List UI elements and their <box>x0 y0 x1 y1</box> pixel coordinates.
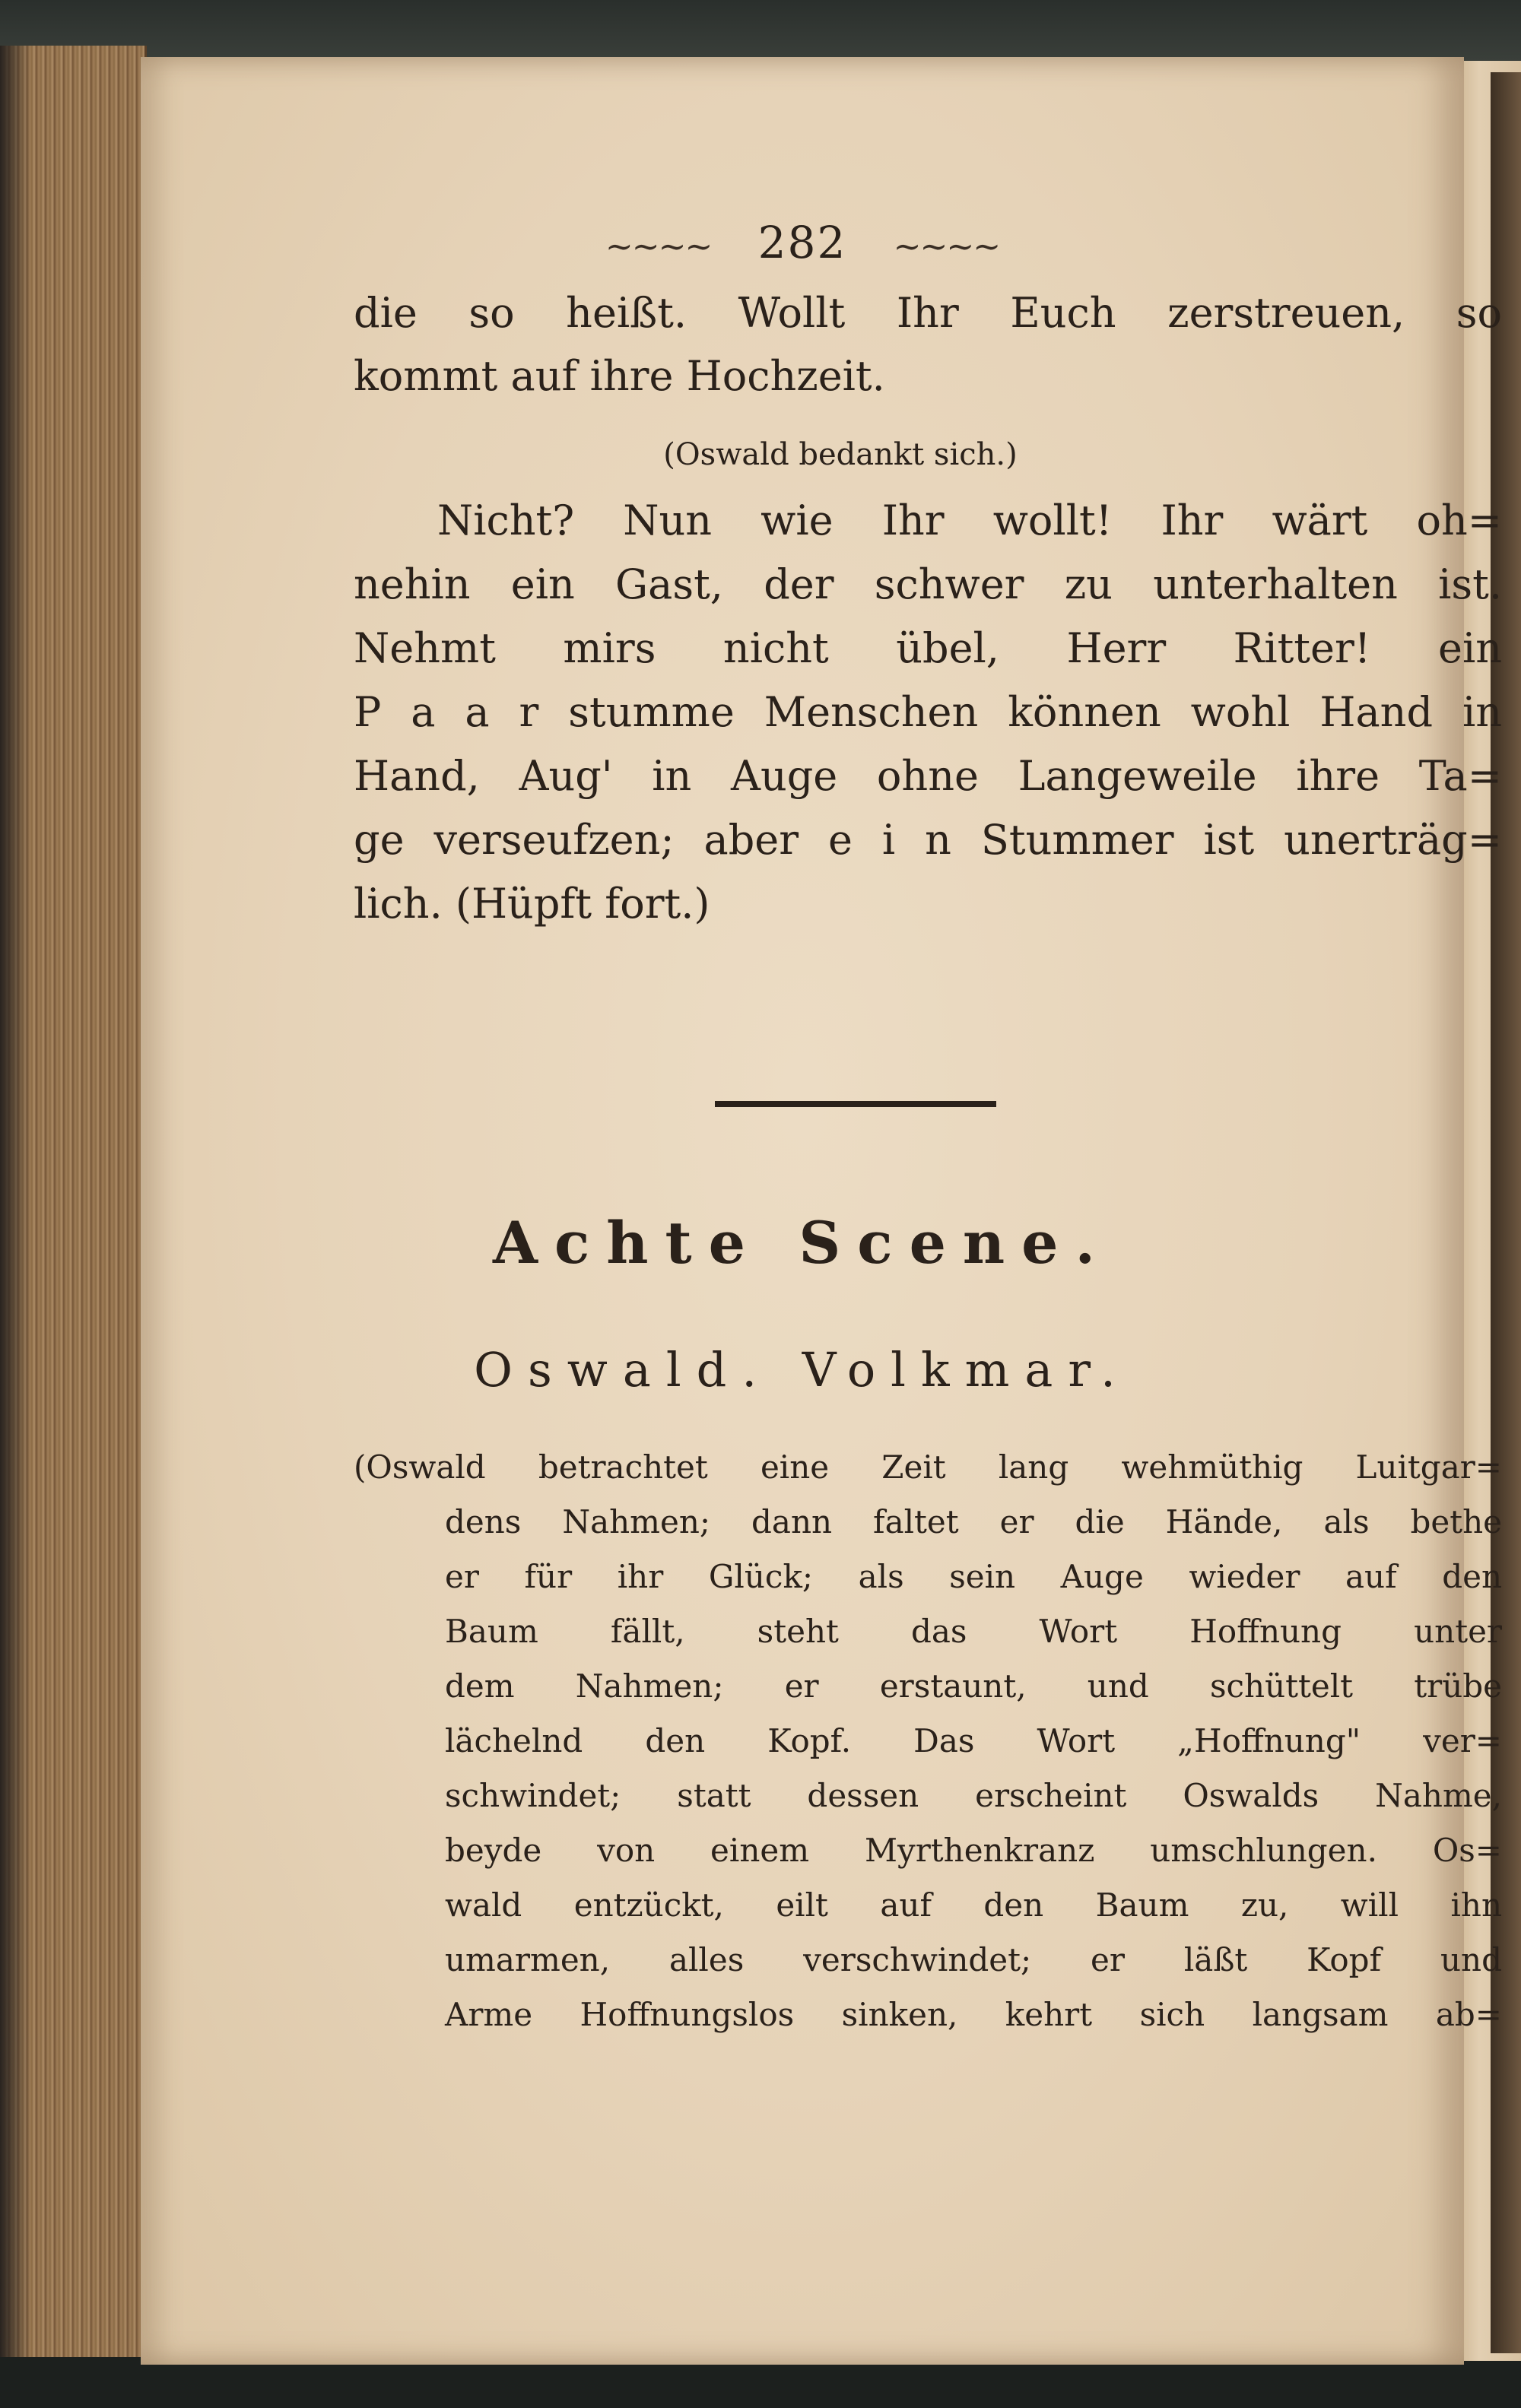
scene-divider <box>715 1101 996 1107</box>
body-line-8: ge verseufzen; aber e i n Stummer ist unerträg= <box>354 816 1502 864</box>
direction-line-4: Baum fällt, steht das Wort Hoffnung unter <box>445 1613 1502 1650</box>
page-header <box>141 217 1464 268</box>
direction-line-9: wald entzückt, eilt auf den Baum zu, will ihn <box>445 1886 1502 1924</box>
book-page <box>141 57 1502 2365</box>
body-line-3: Nicht? Nun wie Ihr wollt! Ihr wärt oh= <box>437 497 1502 544</box>
body-line-7: Hand, Aug' in Auge ohne Langeweile ihre Ta= <box>354 752 1502 800</box>
body-line-6: P a a r stumme Menschen können wohl Hand in <box>354 688 1502 736</box>
scene-characters: Oswald. Volkmar. <box>474 1342 1131 1398</box>
scan-background-top <box>0 0 1521 61</box>
body-line-5: Nehmt mirs nicht übel, Herr Ritter! ein <box>354 624 1502 672</box>
direction-line-3: er für ihr Glück; als sein Auge wieder auf den <box>445 1558 1502 1595</box>
direction-line-11: Arme Hoffnungslos sinken, kehrt sich langsam ab= <box>445 1996 1502 2033</box>
direction-line-1: (Oswald betrachtet eine Zeit lang wehmüthig Luitgar= <box>354 1448 1502 1486</box>
direction-line-6: lächelnd den Kopf. Das Wort „Hoffnung" ver= <box>445 1722 1502 1759</box>
direction-line-7: schwindet; statt dessen erscheint Oswalds Nahme, <box>445 1777 1502 1814</box>
body-line-4: nehin ein Gast, der schwer zu unterhalten ist. <box>354 560 1502 608</box>
body-line-1: die so heißt. Wollt Ihr Euch zerstreuen, so <box>354 289 1502 337</box>
scene-title: Achte Scene. <box>493 1209 1112 1277</box>
page-number: 282 <box>757 217 847 268</box>
header-ornament-right: ~~~~ <box>893 227 1000 266</box>
direction-line-10: umarmen, alles verschwindet; er läßt Kopf und <box>445 1941 1502 1978</box>
header-ornament-left: ~~~~ <box>605 227 712 266</box>
direction-line-5: dem Nahmen; er erstaunt, und schüttelt trübe <box>445 1667 1502 1705</box>
stage-direction: (Oswald bedankt sich.) <box>663 437 1018 472</box>
direction-line-2: dens Nahmen; dann faltet er die Hände, als bethe <box>445 1503 1502 1540</box>
direction-line-8: beyde von einem Myrthenkranz umschlungen. Os= <box>445 1832 1502 1869</box>
body-line-2: kommt auf ihre Hochzeit. <box>354 352 885 400</box>
body-line-9: lich. (Hüpft fort.) <box>354 880 710 928</box>
book-edge-shadow <box>0 46 30 2357</box>
